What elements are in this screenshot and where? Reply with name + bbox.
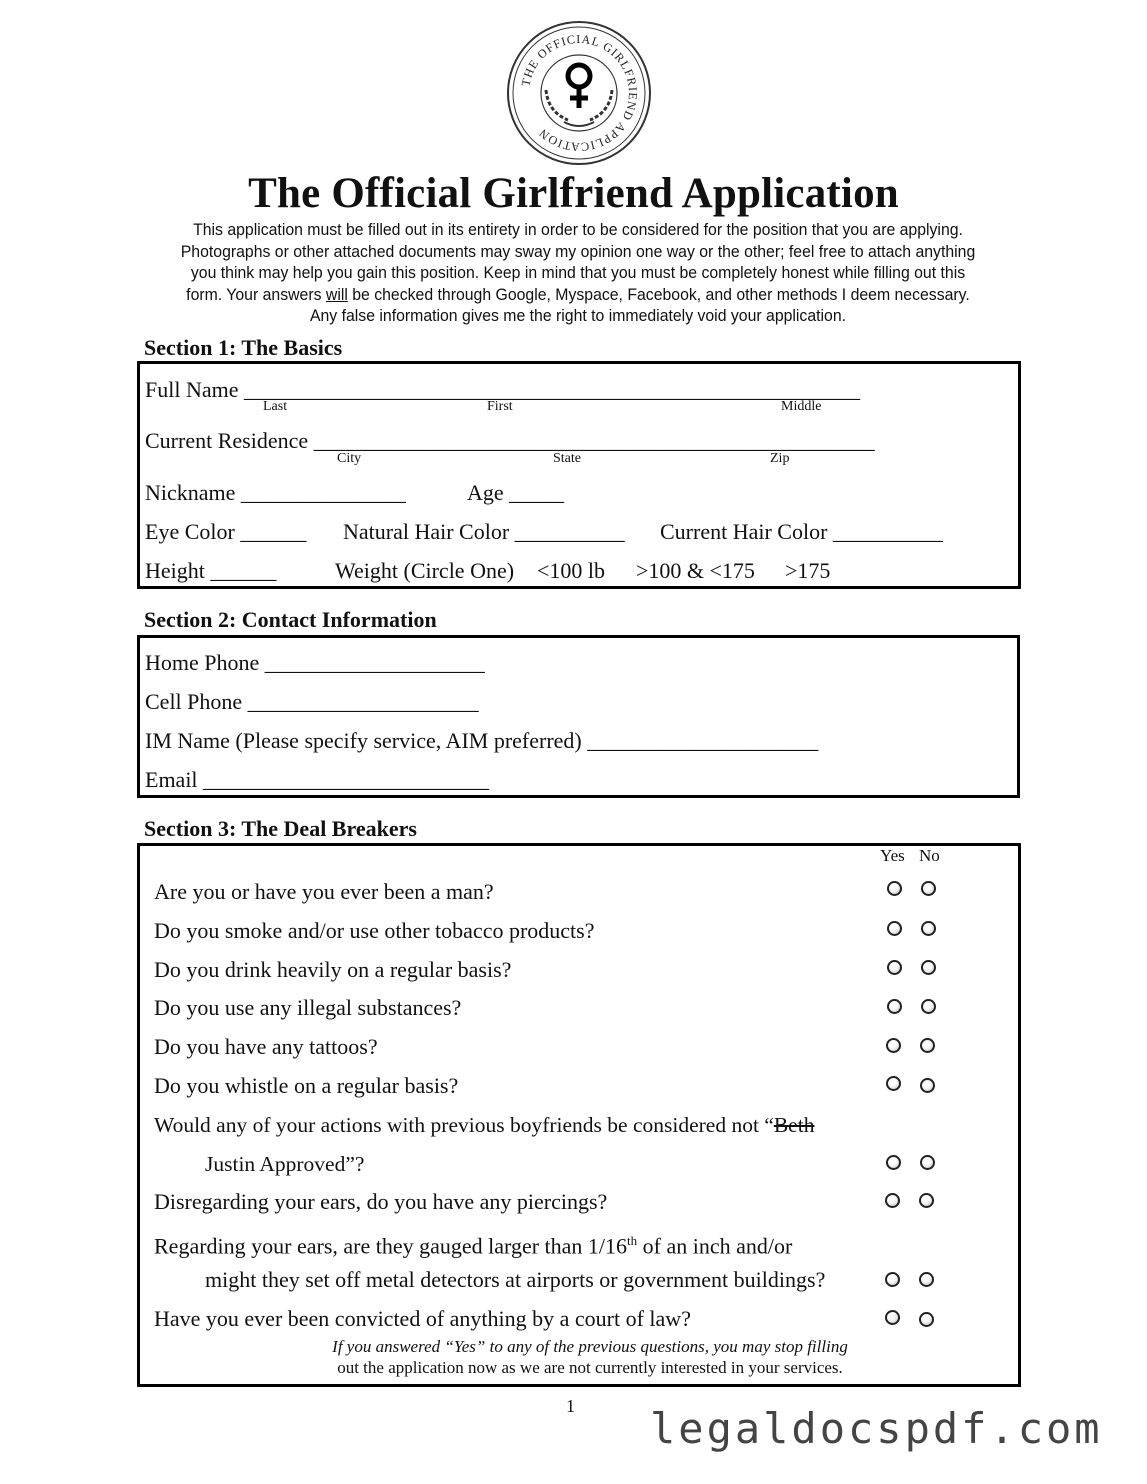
q4-no-radio[interactable] (921, 999, 936, 1014)
page-number: 1 (566, 1396, 575, 1416)
q5-no-radio[interactable] (920, 1038, 935, 1053)
svg-text:THE OFFICIAL GIRLFRIEND APPLIC: THE OFFICIAL GIRLFRIEND APPLICATION (518, 31, 641, 155)
seal-logo (506, 20, 652, 166)
section2-heading: Section 2: Contact Information (144, 607, 437, 632)
question-4: Do you use any illegal substances? (154, 995, 462, 1020)
question-7: Would any of your actions with previous boyfriends be considered not “Beth (154, 1113, 815, 1137)
intro-line: Any false information gives me the right to immediately void your application. (309, 306, 847, 326)
question-3: Do you drink heavily on a regular basis? (154, 957, 512, 982)
weight-option[interactable]: >175 (785, 558, 831, 583)
age-field[interactable]: Age _____ (467, 480, 565, 505)
stop-note-line: out the application now as we are not currently interested in your services. (337, 1358, 843, 1377)
stop-note-line: If you answered “Yes” to any of the previous questions, you may stop filling (332, 1337, 848, 1356)
question-6: Do you whistle on a regular basis? (154, 1073, 459, 1098)
intro-line: Photographs or other attached documents may sway my opinion one way or the other; feel free to attach anything (180, 241, 976, 261)
q7-yes-radio[interactable] (886, 1155, 901, 1170)
residence-zip-label: Zip (770, 451, 790, 466)
yes-column-label: Yes (880, 846, 905, 865)
watermark: legaldocspdf.com (650, 1404, 1103, 1453)
nickname-field[interactable]: Nickname _______________ (145, 480, 406, 505)
q8-yes-radio[interactable] (885, 1193, 900, 1208)
eye-color-field[interactable]: Eye Color ______ (145, 519, 307, 544)
natural-hair-field[interactable]: Natural Hair Color __________ (343, 519, 625, 544)
residence-state-label: State (553, 451, 581, 466)
full-name-field[interactable]: Full Name ________________________________________________________ (145, 377, 860, 402)
question-8: Disregarding your ears, do you have any piercings? (154, 1189, 608, 1214)
full-name-first-label: First (487, 399, 513, 414)
section3-heading: Section 3: The Deal Breakers (144, 816, 417, 841)
weight-label: Weight (Circle One) (335, 558, 515, 583)
q1-no-radio[interactable] (921, 881, 936, 896)
email-field[interactable]: Email __________________________ (145, 767, 490, 792)
home-phone-field[interactable]: Home Phone ____________________ (145, 650, 485, 675)
question-10: Have you ever been convicted of anything by a court of law? (154, 1306, 691, 1331)
cell-phone-field[interactable]: Cell Phone _____________________ (145, 689, 479, 714)
question-2: Do you smoke and/or use other tobacco products? (154, 918, 595, 943)
question-9-continued: might they set off metal detectors at airports or government buildings? (205, 1267, 826, 1292)
intro-line: This application must be filled out in its entirety in order to be considered for the position that you are applying. (193, 220, 963, 239)
im-name-field[interactable]: IM Name (Please specify service, AIM preferred) _____________________ (145, 728, 819, 753)
intro-line: you think may help you gain this position. Keep in mind that you must be completely honest while filling out this (190, 263, 966, 283)
q9-yes-radio[interactable] (885, 1272, 900, 1287)
q6-no-radio[interactable] (920, 1078, 935, 1093)
q2-no-radio[interactable] (921, 921, 936, 936)
q7-no-radio[interactable] (920, 1155, 935, 1170)
q10-yes-radio[interactable] (885, 1310, 900, 1325)
q4-yes-radio[interactable] (887, 999, 902, 1014)
q8-no-radio[interactable] (919, 1193, 934, 1208)
question-5: Do you have any tattoos? (154, 1034, 378, 1059)
question-1: Are you or have you ever been a man? (154, 879, 494, 904)
q9-no-radio[interactable] (919, 1272, 934, 1287)
stop-note (280, 1336, 900, 1378)
residence-field[interactable]: Current Residence ___________________________________________________ (145, 428, 875, 453)
q3-no-radio[interactable] (921, 960, 936, 975)
full-name-last-label: Last (263, 399, 288, 414)
weight-option[interactable]: <100 lb (537, 558, 606, 583)
q3-yes-radio[interactable] (887, 960, 902, 975)
no-column-label: No (919, 846, 940, 865)
height-field[interactable]: Height ______ (145, 558, 277, 583)
intro-paragraph (152, 219, 1004, 327)
q2-yes-radio[interactable] (887, 921, 902, 936)
q10-no-radio[interactable] (919, 1312, 934, 1327)
residence-city-label: City (337, 451, 362, 466)
section1-heading: Section 1: The Basics (144, 335, 343, 360)
q6-yes-radio[interactable] (886, 1076, 901, 1091)
page-title: The Official Girlfriend Application (248, 170, 899, 217)
full-name-middle-label: Middle (781, 399, 822, 414)
weight-option[interactable]: >100 & <175 (636, 558, 755, 583)
q1-yes-radio[interactable] (887, 881, 902, 896)
current-hair-field[interactable]: Current Hair Color __________ (660, 519, 943, 544)
question-7-continued: Justin Approved”? (205, 1152, 365, 1176)
question-9: Regarding your ears, are they gauged larger than 1/16th of an inch and/or (154, 1233, 793, 1259)
intro-line: form. Your answers will be checked through Google, Myspace, Facebook, and other methods I deem necessary. (186, 284, 970, 304)
q5-yes-radio[interactable] (886, 1038, 901, 1053)
